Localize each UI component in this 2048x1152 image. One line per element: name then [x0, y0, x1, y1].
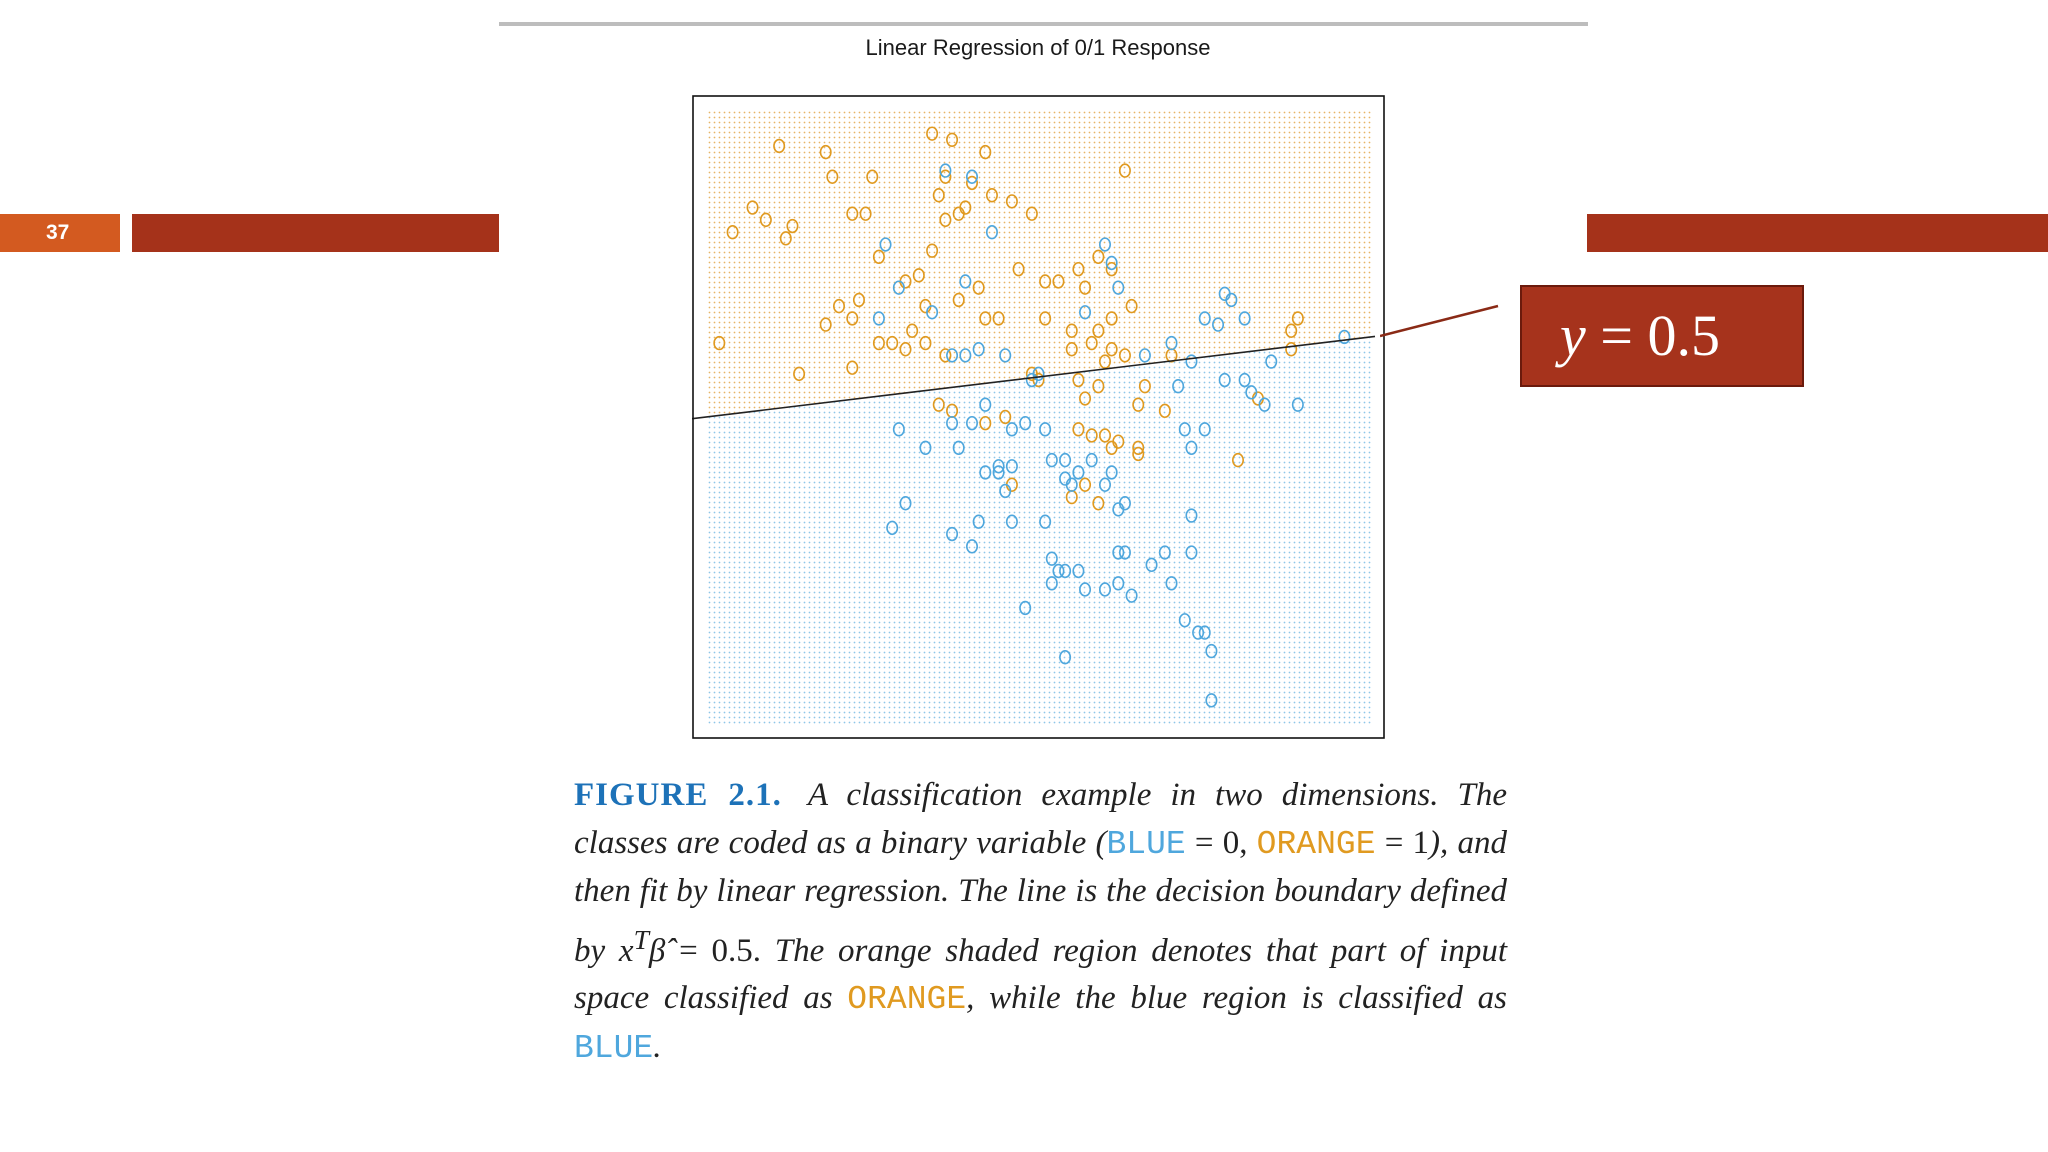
- scatter-plot: [692, 95, 1385, 739]
- caption-text-4: , while the blue region is classified as: [966, 980, 1507, 1016]
- caption-text-2: ), and then fit by linear regression. The line is the decision boundary defined by: [574, 824, 1507, 969]
- caption-eq1: = 1: [1375, 824, 1430, 861]
- caption-blue-word-2: BLUE: [574, 1029, 654, 1067]
- caption-blue-word: BLUE: [1106, 825, 1186, 863]
- callout-var: y: [1560, 303, 1586, 368]
- title-bar-left: [132, 214, 499, 252]
- caption-beta: β̂: [648, 932, 666, 969]
- callout-op: =: [1585, 303, 1648, 368]
- caption-text-3: The orange shaded region denotes that part of input space classified as: [574, 932, 1507, 1016]
- caption-label: FIGURE 2.1.: [574, 777, 782, 813]
- callout-value: 0.5: [1647, 303, 1720, 368]
- caption-text-5: .: [653, 1028, 662, 1065]
- caption-eq2: = 0.5.: [665, 932, 775, 969]
- caption-sup: T: [633, 923, 649, 955]
- callout-box: [1520, 285, 1804, 387]
- slide-number: 37: [0, 214, 120, 252]
- callout-connector-line: [1380, 300, 1525, 340]
- caption-eq0: = 0,: [1185, 824, 1257, 861]
- figure-caption: [574, 772, 1507, 1072]
- figure-title: Linear Regression of 0/1 Response: [865, 35, 1211, 60]
- title-bar-right: [1587, 214, 2048, 252]
- caption-orange-word-2: ORANGE: [847, 981, 967, 1018]
- caption-x: x: [618, 932, 634, 969]
- caption-orange-word: ORANGE: [1256, 825, 1376, 863]
- top-rule: [499, 22, 1588, 26]
- caption-text-1: A classification example in two dimensions. The classes are coded as a binary variable (: [574, 777, 1508, 861]
